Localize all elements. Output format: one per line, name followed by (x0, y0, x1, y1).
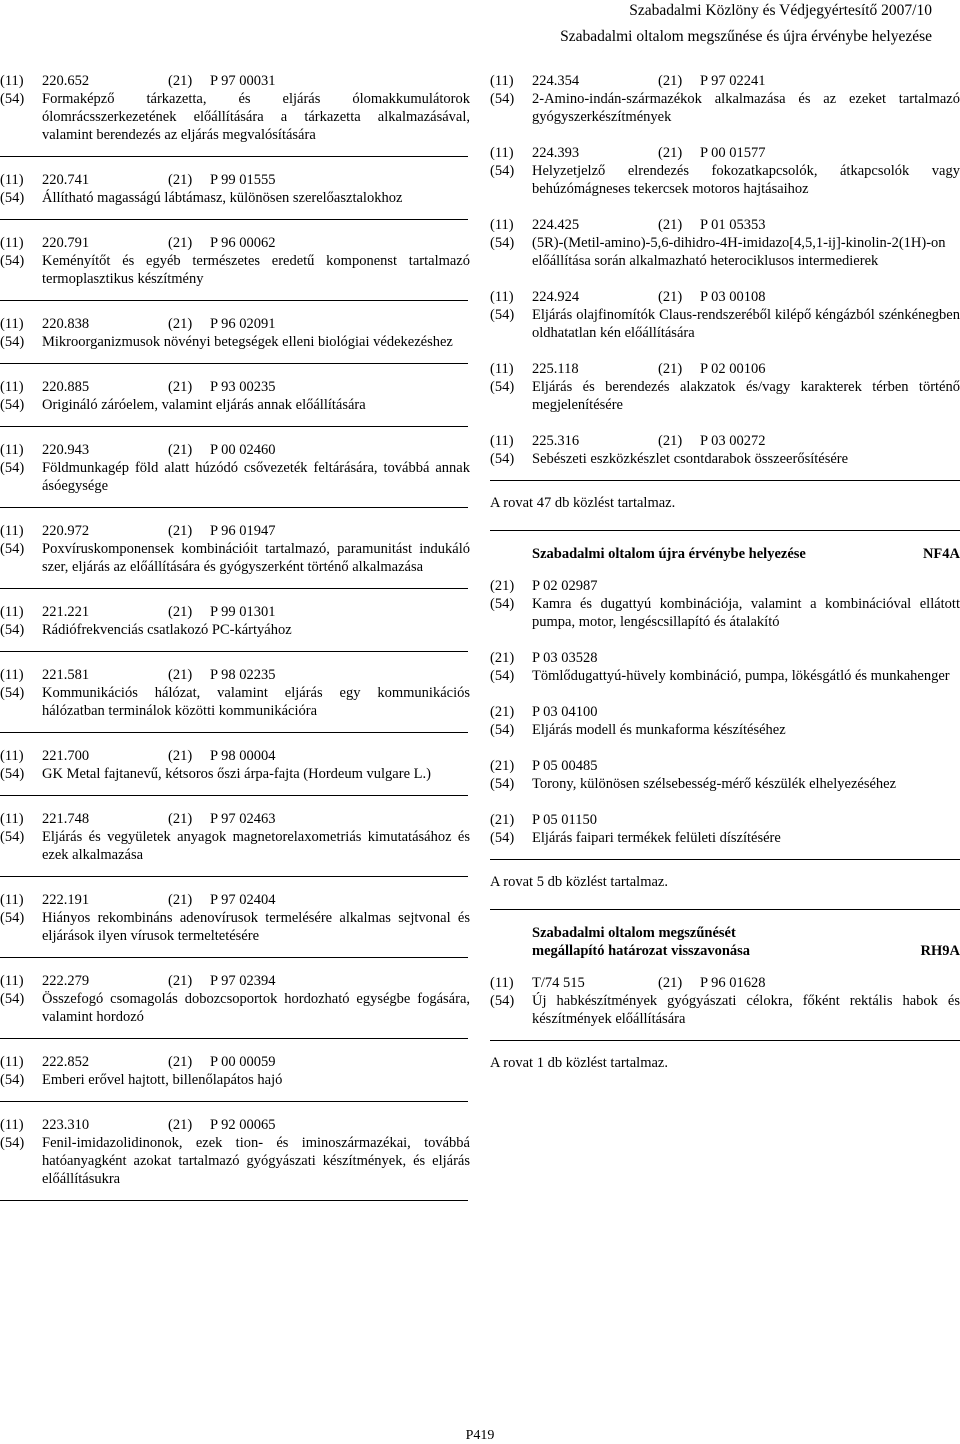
code-11: (11) (490, 73, 514, 89)
code-21: (21) (658, 289, 683, 305)
entry-title: Eljárás faipari termékek felületi díszítésére (532, 830, 781, 846)
entry-numbers (0, 747, 470, 765)
entry-title-row (0, 333, 470, 351)
application-number: P 97 02241 (700, 73, 766, 89)
application-number: P 03 00272 (700, 433, 766, 449)
entry-title: Rádiófrekvenciás csatlakozó PC-kártyához (42, 622, 292, 638)
code-11: (11) (0, 973, 24, 989)
entry-numbers (490, 974, 960, 992)
code-54: (54) (490, 830, 515, 846)
application-number: P 96 02091 (210, 316, 276, 332)
patent-number: 221.748 (42, 811, 90, 827)
entry-title: Új habkészítmények gyógyászati célokra, főként rektális habok és készítmények előállítására (532, 993, 960, 1027)
journal-title: Szabadalmi Közlöny és Védjegyértesítő 2007/10 (629, 2, 932, 19)
code-54: (54) (0, 541, 25, 557)
code-11: (11) (0, 235, 24, 251)
entry-title-row (0, 684, 470, 720)
application-number: P 00 00059 (210, 1054, 276, 1070)
entry-numbers (490, 360, 960, 378)
entry-title-row (0, 189, 470, 207)
entry-numbers (0, 72, 470, 90)
entry-title: GK Metal fajtanevű, kétsoros őszi árpa-fajta (Hordeum vulgare L.) (42, 766, 431, 782)
patent-number: 220.885 (42, 379, 90, 395)
spacer (490, 126, 960, 144)
code-21: (21) (490, 758, 515, 774)
code-11: (11) (490, 433, 514, 449)
entry-numbers (0, 810, 470, 828)
code-11: (11) (0, 892, 24, 908)
code-11: (11) (0, 523, 24, 539)
entry-numbers (0, 522, 470, 540)
patent-entry (490, 432, 960, 468)
patent-entry (0, 441, 470, 495)
separator-line (490, 859, 960, 860)
separator-line (0, 300, 468, 301)
entry-title: Eljárás modell és munkaforma készítéséhez (532, 722, 786, 738)
entry-title: 2-Amino-indán-származékok alkalmazása és az ezeket tartalmazó gyógyszerkészítmények (532, 91, 960, 125)
patent-number: 220.652 (42, 73, 90, 89)
patent-entry (0, 522, 470, 576)
application-number: P 03 04100 (532, 704, 598, 720)
entry-title-row (0, 540, 470, 576)
patent-number: 221.581 (42, 667, 90, 683)
code-21: (21) (658, 217, 683, 233)
entry-title-row (490, 992, 960, 1028)
code-11: (11) (0, 1054, 24, 1070)
code-11: (11) (0, 748, 24, 764)
patent-number: 224.425 (532, 217, 580, 233)
patent-entry (490, 811, 960, 847)
application-number: P 99 01555 (210, 172, 276, 188)
patent-entry (0, 810, 470, 864)
entry-title: Hiányos rekombináns adenovírusok termelésére alkalmas sejtvonal és eljárások ilyen vírusok termeltetésére (42, 910, 470, 944)
code-54: (54) (0, 190, 25, 206)
entry-title-row (490, 667, 960, 685)
entry-numbers (490, 288, 960, 306)
application-number: P 02 00106 (700, 361, 766, 377)
separator-line (0, 1101, 468, 1102)
application-number: P 97 00031 (210, 73, 276, 89)
entry-numbers (490, 432, 960, 450)
application-number: P 99 01301 (210, 604, 276, 620)
code-21: (21) (658, 73, 683, 89)
entry-numbers (490, 216, 960, 234)
entry-numbers (0, 972, 470, 990)
section-title (490, 545, 960, 563)
separator-line (490, 480, 960, 481)
entry-title: Torony, különösen szélsebesség-mérő készülék elhelyezéséhez (532, 776, 897, 792)
patent-number: 220.943 (42, 442, 90, 458)
code-11: (11) (490, 145, 514, 161)
patent-entry (0, 234, 470, 288)
code-54: (54) (0, 991, 25, 1007)
patent-entry (490, 144, 960, 198)
section-title (490, 924, 960, 960)
code-11: (11) (490, 289, 514, 305)
separator-line (490, 530, 960, 531)
code-11: (11) (0, 811, 24, 827)
entry-title: Sebészeti eszközkészlet csontdarabok összeerősítésére (532, 451, 849, 467)
entry-numbers (0, 378, 470, 396)
code-21: (21) (168, 1054, 193, 1070)
code-21: (21) (168, 811, 193, 827)
code-54: (54) (0, 397, 25, 413)
separator-line (0, 219, 468, 220)
code-21: (21) (168, 523, 193, 539)
code-54: (54) (490, 163, 515, 179)
code-21: (21) (658, 433, 683, 449)
patent-number: 220.791 (42, 235, 90, 251)
spacer (490, 342, 960, 360)
spacer (490, 739, 960, 757)
patent-entry (490, 703, 960, 739)
application-number: P 01 05353 (700, 217, 766, 233)
code-11: (11) (0, 604, 24, 620)
entry-numbers (0, 666, 470, 684)
entry-numbers (490, 649, 960, 667)
patent-number: 221.700 (42, 748, 90, 764)
code-54: (54) (490, 668, 515, 684)
patent-entry (0, 72, 470, 144)
separator-line (0, 957, 468, 958)
patent-number: 220.741 (42, 172, 90, 188)
separator-line (0, 1038, 468, 1039)
code-11: (11) (0, 379, 24, 395)
code-21: (21) (168, 973, 193, 989)
separator-line (0, 732, 468, 733)
patent-entry (0, 891, 470, 945)
code-21: (21) (490, 812, 515, 828)
entry-title: (5R)-(Metil-amino)-5,6-dihidro-4H-imidazo[4,5,1-ij]-kinolin-2(1H)-on előállítása során alkalmazható heterociklusos intermedierek (532, 235, 946, 269)
page-header (560, 0, 932, 46)
entry-title: Mikroorganizmusok növényi betegségek elleni biológiai védekezéshez (42, 334, 453, 350)
code-11: (11) (490, 217, 514, 233)
code-21: (21) (168, 604, 193, 620)
code-54: (54) (0, 253, 25, 269)
entry-numbers (490, 144, 960, 162)
code-11: (11) (0, 1117, 24, 1133)
code-21: (21) (658, 975, 683, 991)
entry-title-row (490, 595, 960, 631)
section-heading: Szabadalmi oltalom megszűnése és újra érvénybe helyezése (560, 28, 932, 45)
code-54: (54) (0, 1072, 25, 1088)
code-54: (54) (0, 829, 25, 845)
section-code: RH9A (920, 943, 960, 959)
entry-numbers (0, 171, 470, 189)
entry-title: Fenil-imidazolidinonok, ezek tion- és iminoszármazékai, továbbá hatóanyagként azokat tartalmazó gyógyászati készítmények, és eljárás előállításukra (42, 1135, 470, 1187)
entry-numbers (490, 703, 960, 721)
patent-entry (0, 603, 470, 639)
code-54: (54) (490, 235, 515, 251)
entry-title-row (0, 1071, 470, 1089)
application-number: P 00 01577 (700, 145, 766, 161)
application-number: P 05 00485 (532, 758, 598, 774)
section-title-text (532, 924, 750, 960)
entry-title: Földmunkagép föld alatt húzódó csővezeték feltárására, továbbá annak ásóegysége (42, 460, 470, 494)
entry-title: Keményítőt és egyéb természetes eredetű komponenst tartalmazó termoplasztikus készítmény (42, 253, 470, 287)
code-21: (21) (168, 235, 193, 251)
entry-title: Emberi erővel hajtott, billenőlapátos hajó (42, 1072, 283, 1088)
spacer (490, 198, 960, 216)
entry-title-row (490, 234, 960, 270)
patent-number: 220.838 (42, 316, 90, 332)
entry-title-row (0, 1134, 470, 1188)
section-count: A rovat 47 db közlést tartalmaz. (490, 495, 676, 511)
separator-line (490, 909, 960, 910)
right-column (490, 72, 960, 1090)
application-number: P 97 02394 (210, 973, 276, 989)
patent-entry (0, 1116, 470, 1188)
patent-entry (0, 171, 470, 207)
entry-title: Origináló záróelem, valamint eljárás annak előállítására (42, 397, 366, 413)
separator-line (0, 588, 468, 589)
code-54: (54) (0, 910, 25, 926)
separator-line (0, 426, 468, 427)
separator-line (0, 507, 468, 508)
application-number: P 03 00108 (700, 289, 766, 305)
patent-number: 222.279 (42, 973, 90, 989)
entry-title-row (0, 765, 470, 783)
code-11: (11) (0, 667, 24, 683)
code-21: (21) (168, 748, 193, 764)
entry-numbers (0, 315, 470, 333)
code-54: (54) (490, 993, 515, 1009)
patent-number: 221.221 (42, 604, 90, 620)
patent-number: 223.310 (42, 1117, 90, 1133)
entry-title-row (0, 252, 470, 288)
section-code: NF4A (922, 546, 960, 562)
code-54: (54) (490, 776, 515, 792)
application-number: P 98 00004 (210, 748, 276, 764)
separator-line (0, 1200, 468, 1201)
patent-entry (490, 757, 960, 793)
patent-number: 224.393 (532, 145, 580, 161)
entry-title: Formaképző tárkazetta, és eljárás ólomakkumulátorok ólomrácsszerkezetének előállítására a tárkazetta alkalmazásával, valamint berendezés az eljárás megvalósítására (42, 91, 470, 143)
patent-entry (490, 72, 960, 126)
entry-title: Poxvíruskomponensek kombinációit tartalmazó, paramunitást indukáló szer, eljárás az előállítására és gyógyszerként történő alkalmazása (42, 541, 470, 575)
patent-number: 225.316 (532, 433, 580, 449)
entry-title-row (0, 990, 470, 1026)
application-number: P 03 03528 (532, 650, 598, 666)
patent-number: 224.354 (532, 73, 580, 89)
entry-title: Eljárás és vegyületek anyagok magnetorelaxometriás kimutatásához és ezek alkalmazása (42, 829, 470, 863)
code-54: (54) (0, 766, 25, 782)
patent-entry (0, 666, 470, 720)
patent-entry (490, 360, 960, 414)
entry-title: Állítható magasságú lábtámasz, különösen szerelőasztalokhoz (42, 190, 403, 206)
entry-title-row (490, 775, 960, 793)
entry-numbers (0, 441, 470, 459)
entry-numbers (490, 757, 960, 775)
application-number: P 96 01947 (210, 523, 276, 539)
code-21: (21) (168, 73, 193, 89)
application-number: P 02 02987 (532, 578, 598, 594)
page-number: P419 (465, 1428, 495, 1443)
code-11: (11) (0, 442, 24, 458)
entry-numbers (490, 811, 960, 829)
left-column (0, 72, 470, 1215)
spacer (490, 270, 960, 288)
code-11: (11) (490, 975, 514, 991)
section-title-text: Szabadalmi oltalom újra érvénybe helyezése (532, 546, 806, 562)
code-21: (21) (168, 1117, 193, 1133)
code-54: (54) (0, 91, 25, 107)
entry-title-row (490, 90, 960, 126)
entry-title: Kamra és dugattyú kombinációja, valamint a kombinációval ellátott pumpa, motor, lengéscsillapító és átalakító (532, 596, 960, 630)
patent-entry (490, 974, 960, 1028)
application-number: P 96 00062 (210, 235, 276, 251)
patent-entry (0, 315, 470, 351)
section-title-line2: megállapító határozat visszavonása (532, 943, 751, 959)
entry-title-row (490, 378, 960, 414)
code-21: (21) (490, 704, 515, 720)
patent-entry (490, 288, 960, 342)
spacer (490, 631, 960, 649)
entry-title-row (490, 829, 960, 847)
patent-entry (0, 972, 470, 1026)
entry-numbers (490, 72, 960, 90)
spacer (490, 793, 960, 811)
patent-entry (0, 747, 470, 783)
application-number: P 00 02460 (210, 442, 276, 458)
code-11: (11) (490, 361, 514, 377)
patent-entry (490, 649, 960, 685)
spacer (490, 685, 960, 703)
section-count: A rovat 5 db közlést tartalmaz. (490, 874, 668, 890)
separator-line (490, 1040, 960, 1041)
code-21: (21) (658, 145, 683, 161)
application-number: P 98 02235 (210, 667, 276, 683)
entry-title: Tömlődugattyú-hüvely kombináció, pumpa, lökésgátló és munkahenger (532, 668, 950, 684)
entry-title-row (0, 396, 470, 414)
application-number: P 05 01150 (532, 812, 597, 828)
entry-numbers (0, 1116, 470, 1134)
code-11: (11) (0, 73, 24, 89)
code-54: (54) (0, 685, 25, 701)
code-54: (54) (490, 451, 515, 467)
application-number: P 96 01628 (700, 975, 766, 991)
application-number: P 92 00065 (210, 1117, 276, 1133)
entry-numbers (0, 234, 470, 252)
entry-title-row (0, 621, 470, 639)
patent-entry (0, 378, 470, 414)
separator-line (0, 795, 468, 796)
entry-title-row (0, 828, 470, 864)
code-54: (54) (490, 722, 515, 738)
entry-title-row (490, 721, 960, 739)
code-21: (21) (168, 892, 193, 908)
code-54: (54) (0, 460, 25, 476)
entry-title-row (0, 90, 470, 144)
code-54: (54) (0, 1135, 25, 1151)
entry-title-row (490, 162, 960, 198)
code-21: (21) (658, 361, 683, 377)
section-title-line1: Szabadalmi oltalom megszűnését (532, 925, 736, 941)
entry-numbers (0, 1053, 470, 1071)
application-number: P 97 02463 (210, 811, 276, 827)
code-11: (11) (0, 172, 24, 188)
entry-title-row (0, 459, 470, 495)
patent-entry (0, 1053, 470, 1089)
code-21: (21) (168, 667, 193, 683)
code-54: (54) (0, 334, 25, 350)
entry-title-row (490, 306, 960, 342)
separator-line (0, 651, 468, 652)
entry-numbers (0, 603, 470, 621)
section-count: A rovat 1 db közlést tartalmaz. (490, 1055, 668, 1071)
code-54: (54) (490, 379, 515, 395)
code-21: (21) (168, 379, 193, 395)
code-21: (21) (490, 578, 515, 594)
entry-numbers (0, 891, 470, 909)
patent-number: 225.118 (532, 361, 579, 377)
patent-entry (490, 216, 960, 270)
entry-title: Eljárás olajfinomítók Claus-rendszeréből kilépő kéngázból szénkénegben oldhatatlan kén előállítására (532, 307, 960, 341)
entry-title-row (0, 909, 470, 945)
patent-number: 222.852 (42, 1054, 90, 1070)
code-54: (54) (490, 596, 515, 612)
application-number: P 93 00235 (210, 379, 276, 395)
entry-title: Kommunikációs hálózat, valamint eljárás egy kommunikációs hálózatban terminálok közötti kommunikációra (42, 685, 470, 719)
separator-line (0, 876, 468, 877)
entry-title: Eljárás és berendezés alakzatok és/vagy karakterek térben történő megjelenítésére (532, 379, 960, 413)
separator-line (0, 363, 468, 364)
code-11: (11) (0, 316, 24, 332)
application-number: P 97 02404 (210, 892, 276, 908)
code-21: (21) (168, 316, 193, 332)
patent-number: T/74 515 (532, 975, 585, 991)
code-54: (54) (490, 91, 515, 107)
patent-number: 222.191 (42, 892, 90, 908)
spacer (490, 414, 960, 432)
patent-number: 220.972 (42, 523, 90, 539)
entry-numbers (490, 577, 960, 595)
entry-title-row (490, 450, 960, 468)
code-21: (21) (168, 442, 193, 458)
patent-entry (490, 577, 960, 631)
separator-line (0, 156, 468, 157)
code-54: (54) (490, 307, 515, 323)
entry-title: Összefogó csomagolás dobozcsoportok hordozható egységbe fogására, valamint hordozó (42, 991, 470, 1025)
code-21: (21) (168, 172, 193, 188)
code-21: (21) (490, 650, 515, 666)
entry-title: Helyzetjelző elrendezés fokozatkapcsolók, átkapcsolók vagy behúzómágneses tekercsek motoros hajtásaihoz (532, 163, 960, 197)
patent-number: 224.924 (532, 289, 580, 305)
code-54: (54) (0, 622, 25, 638)
